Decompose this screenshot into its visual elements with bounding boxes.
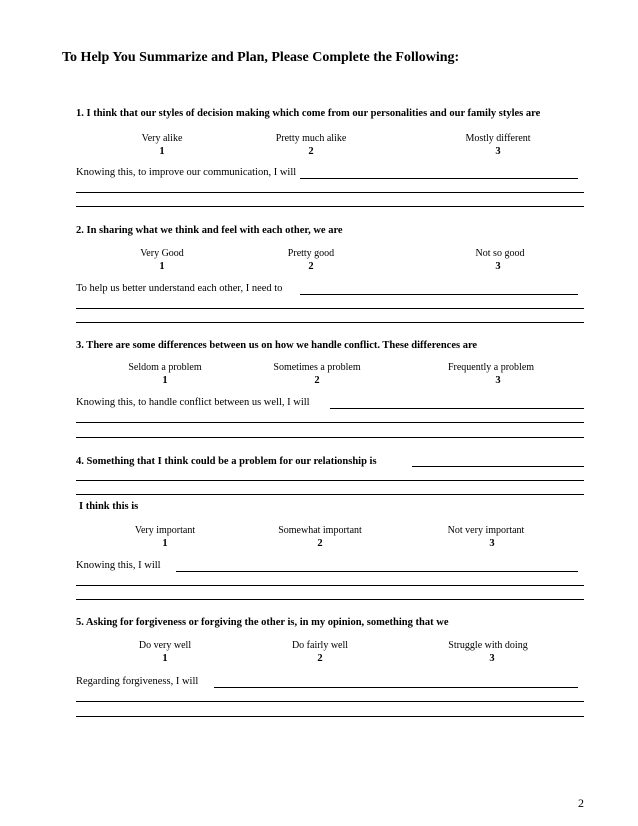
q1-option-2-number[interactable]: 2 <box>308 146 314 157</box>
q3-answer-line[interactable] <box>76 437 584 438</box>
q2-option-3-label: Not so good <box>475 248 525 259</box>
q4-prompt-answer-line-inline[interactable] <box>176 571 578 572</box>
q5-option-2-label: Do fairly well <box>291 640 349 651</box>
q4-prompt: Knowing this, I will <box>76 560 164 571</box>
q4-option-2-label: Somewhat important <box>278 525 362 536</box>
page-title: To Help You Summarize and Plan, Please Complete the Following: <box>62 50 460 65</box>
q1-option-3-label: Mostly different <box>465 133 531 144</box>
q2-option-1-number[interactable]: 1 <box>159 261 165 272</box>
q3-prompt: Knowing this, to handle conflict between us well, I will <box>76 397 313 408</box>
q3-option-3-label: Frequently a problem <box>447 362 535 373</box>
q5-answer-line-inline[interactable] <box>214 687 578 688</box>
q4-option-3-label: Not very important <box>447 525 525 536</box>
q1-option-3-number[interactable]: 3 <box>495 146 501 157</box>
q5-option-1-number[interactable]: 1 <box>162 653 168 664</box>
q5-option-3-number[interactable]: 3 <box>489 653 495 664</box>
q5-option-3-label: Struggle with doing <box>448 640 528 651</box>
q4-option-3-number[interactable]: 3 <box>489 538 495 549</box>
q1-option-2-label: Pretty much alike <box>275 133 347 144</box>
q4-answer-line[interactable] <box>76 494 584 495</box>
q4-answer-line-inline[interactable] <box>412 466 584 467</box>
q4-option-1-label: Very important <box>134 525 196 536</box>
q1-answer-line-inline[interactable] <box>300 178 578 179</box>
q4-option-2-number[interactable]: 2 <box>317 538 323 549</box>
q2-option-1-label: Very Good <box>140 248 184 259</box>
q5-prompt: Regarding forgiveness, I will <box>76 676 201 687</box>
q5-answer-line[interactable] <box>76 701 584 702</box>
q5-option-1-label: Do very well <box>138 640 192 651</box>
q1-option-1-label: Very alike <box>141 133 183 144</box>
q4-option-1-number[interactable]: 1 <box>162 538 168 549</box>
q3-option-2-number[interactable]: 2 <box>314 375 320 386</box>
question-4: 4. Something that I think could be a problem for our relationship is <box>76 456 377 467</box>
q4-importance-heading: I think this is <box>79 501 139 512</box>
q3-option-1-label: Seldom a problem <box>128 362 202 373</box>
q2-prompt: To help us better understand each other, I need to <box>76 283 285 294</box>
q5-option-2-number[interactable]: 2 <box>317 653 323 664</box>
q3-option-1-number[interactable]: 1 <box>162 375 168 386</box>
q4-prompt-answer-line[interactable] <box>76 599 584 600</box>
q1-prompt: Knowing this, to improve our communication, I will <box>76 167 299 178</box>
question-2: 2. In sharing what we think and feel with each other, we are <box>76 225 343 236</box>
q1-option-1-number[interactable]: 1 <box>159 146 165 157</box>
q5-answer-line[interactable] <box>76 716 584 717</box>
q2-option-2-number[interactable]: 2 <box>308 261 314 272</box>
q1-answer-line[interactable] <box>76 192 584 193</box>
q4-answer-line[interactable] <box>76 480 584 481</box>
q2-answer-line[interactable] <box>76 322 584 323</box>
q2-answer-line-inline[interactable] <box>300 294 578 295</box>
q3-answer-line-inline[interactable] <box>330 408 584 409</box>
page-number: 2 <box>578 796 584 810</box>
question-3: 3. There are some differences between us on how we handle conflict. These differences are <box>76 340 478 351</box>
q3-option-3-number[interactable]: 3 <box>495 375 501 386</box>
q1-answer-line[interactable] <box>76 206 584 207</box>
q2-option-2-label: Pretty good <box>287 248 335 259</box>
question-5: 5. Asking for forgiveness or forgiving the other is, in my opinion, something that we <box>76 617 449 628</box>
q3-answer-line[interactable] <box>76 422 584 423</box>
q2-answer-line[interactable] <box>76 308 584 309</box>
q3-option-2-label: Sometimes a problem <box>273 362 361 373</box>
question-1: 1. I think that our styles of decision making which come from our personalities and our family styles are <box>76 108 541 119</box>
q4-prompt-answer-line[interactable] <box>76 585 584 586</box>
q2-option-3-number[interactable]: 3 <box>495 261 501 272</box>
